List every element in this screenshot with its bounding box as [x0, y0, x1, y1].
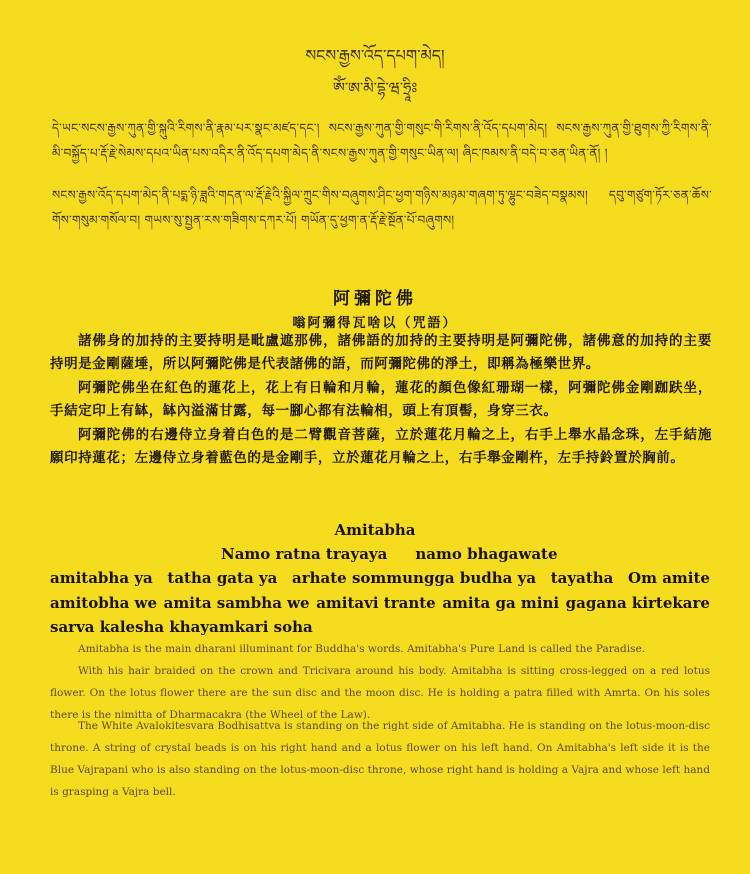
tibetan-paragraph-1: དེ་ཡང་སངས་རྒྱས་ཀུན་གྱི་སྐུའི་རིགས་ནི་རྣམ་པར་སྣང་མཛད་དང་། སངས་རྒྱས་ཀུན་གྱི་གསུང་གི་རིགས་ནི་འོད་དཔག་མེད། སངས་རྒྱས་ཀུན་གྱི་ཐུགས་ཀྱི་རིགས་ནི་མི་བསྐྱོད་པ་རྡོ་རྗེ་སེམས་དཔའ་ཡིན་པས་འདིར་ནི་འོད་དཔག་མེད་ནི་སངས་རྒྱས་ཀུན་གྱི་གསུང་ཡིན་ལ། ཞིང་ཁམས་ནི་བདེ་བ་ཅན་ཡིན་ནོ། །	[52, 121, 712, 160]
mantra-phrase: gagana kirtekare	[565, 594, 710, 612]
mantra-phrase: Namo ratna trayaya	[221, 545, 388, 563]
mantra-line-3: sarva kalesha khayamkari soha	[50, 618, 313, 636]
mantra-phrase: tatha gata ya	[167, 569, 278, 587]
mantra-phrase: amita ga mini	[442, 594, 560, 612]
chinese-paragraph-1: 諸佛身的加持的主要持明是毗盧遮那佛，諸佛語的加持的主要持明是阿彌陀佛，諸佛意的加持的主要持明是金剛薩埵，所以阿彌陀佛是代表諸佛的語，而阿彌陀佛的淨土，即稱為極樂世界。	[50, 333, 712, 372]
mantra-phrase	[292, 569, 536, 587]
mantra-line-0	[221, 545, 558, 563]
mantra-phrase: Om amite	[628, 569, 710, 587]
chinese-subtitle: 嗡阿彌得瓦啥以（咒語）	[292, 316, 458, 331]
mantra-word: budha ya	[459, 569, 537, 587]
mantra-word: arhate sommungga	[292, 569, 455, 587]
chinese-paragraph-2: 阿彌陀佛坐在紅色的蓮花上，花上有日輪和月輪，蓮花的顏色像紅珊瑚一樣，阿彌陀佛金剛跏趺坐，手結定印上有缽，缽內溢滿甘露，每一腳心都有法輪相，頭上有頂髻，身穿三衣。	[50, 380, 712, 419]
mantra-phrase: amitabha ya	[50, 569, 153, 587]
mantra-phrase: amitavi trante	[316, 594, 436, 612]
tibetan-mantra-heading: ཨོཾ་ཨ་མི་དྷེ་ཝ་ཧྲཱིཿ	[332, 79, 418, 97]
mantra-phrase: tayatha	[550, 569, 614, 587]
mantra-line-1	[50, 569, 710, 587]
english-paragraph-1: Amitabha is the main dharani illuminant for Buddha's words. Amitabha's Pure Land is called the Paradise.	[78, 643, 646, 655]
mantra-phrase: namo bhagawate	[415, 545, 558, 563]
mantra-phrase: amitobha we	[50, 594, 158, 612]
mantra-line-2	[50, 594, 710, 612]
english-paragraph-3: The White Avalokitesvara Bodhisattva is standing on the right side of Amitabha. He is standing on the lotus-moon-disc throne. A string of crystal beads is on his right hand and a lotus flower on his left hand. On Amitabha's left side it is the Blue Vajrapani who is also standing on the lotus-moon-disc throne, whose right hand is holding a Vajra and whose left hand is grasping a Vajra bell.	[50, 720, 710, 798]
chinese-paragraph-3: 阿彌陀佛的右邊侍立身着白色的是二臂觀音菩薩，立於蓮花月輪之上，右手上舉水晶念珠，左手結施願印持蓮花；左邊侍立身着藍色的是金剛手，立於蓮花月輪之上，右手舉金剛杵，左手持鈴置於胸前。	[50, 427, 712, 466]
mantra-phrase: amita sambha we	[163, 594, 310, 612]
chinese-title: 阿彌陀佛	[333, 289, 417, 309]
english-title: Amitabha	[334, 521, 416, 539]
tibetan-paragraph-2: སངས་རྒྱས་འོད་དཔག་མེད་ནི་པདྨ་ཉི་ཟླའི་གདན་ལ་རྡོ་རྗེའི་སྐྱིལ་ཀྲུང་གིས་བཞུགས་ཤིང་ཕྱག་གཉིས་མཉམ་གཞག་ཏུ་ལྷུང་བཟེད་བསྣམས། དབུ་གཙུག་ཏོར་ཅན་ཆོས་གོས་གསུམ་གསོལ་བ། གཡས་སུ་སྤྱན་རས་གཟིགས་དཀར་པོ། གཡོན་དུ་ཕྱག་ན་རྡོ་རྗེ་སྔོན་པོ་བཞུགས།	[52, 188, 712, 227]
english-paragraph-2: With his hair braided on the crown and Tricivara around his body. Amitabha is sitting cross-legged on a red lotus flower. On the lotus flower there are the sun disc and the moon disc. He is holding a patra filled with Amrta. On his soles there is the nimitta of Dharmacakra (the Wheel of the Law).	[50, 665, 710, 721]
tibetan-title: སངས་རྒྱས་འོད་དཔག་མེད།	[305, 46, 445, 65]
